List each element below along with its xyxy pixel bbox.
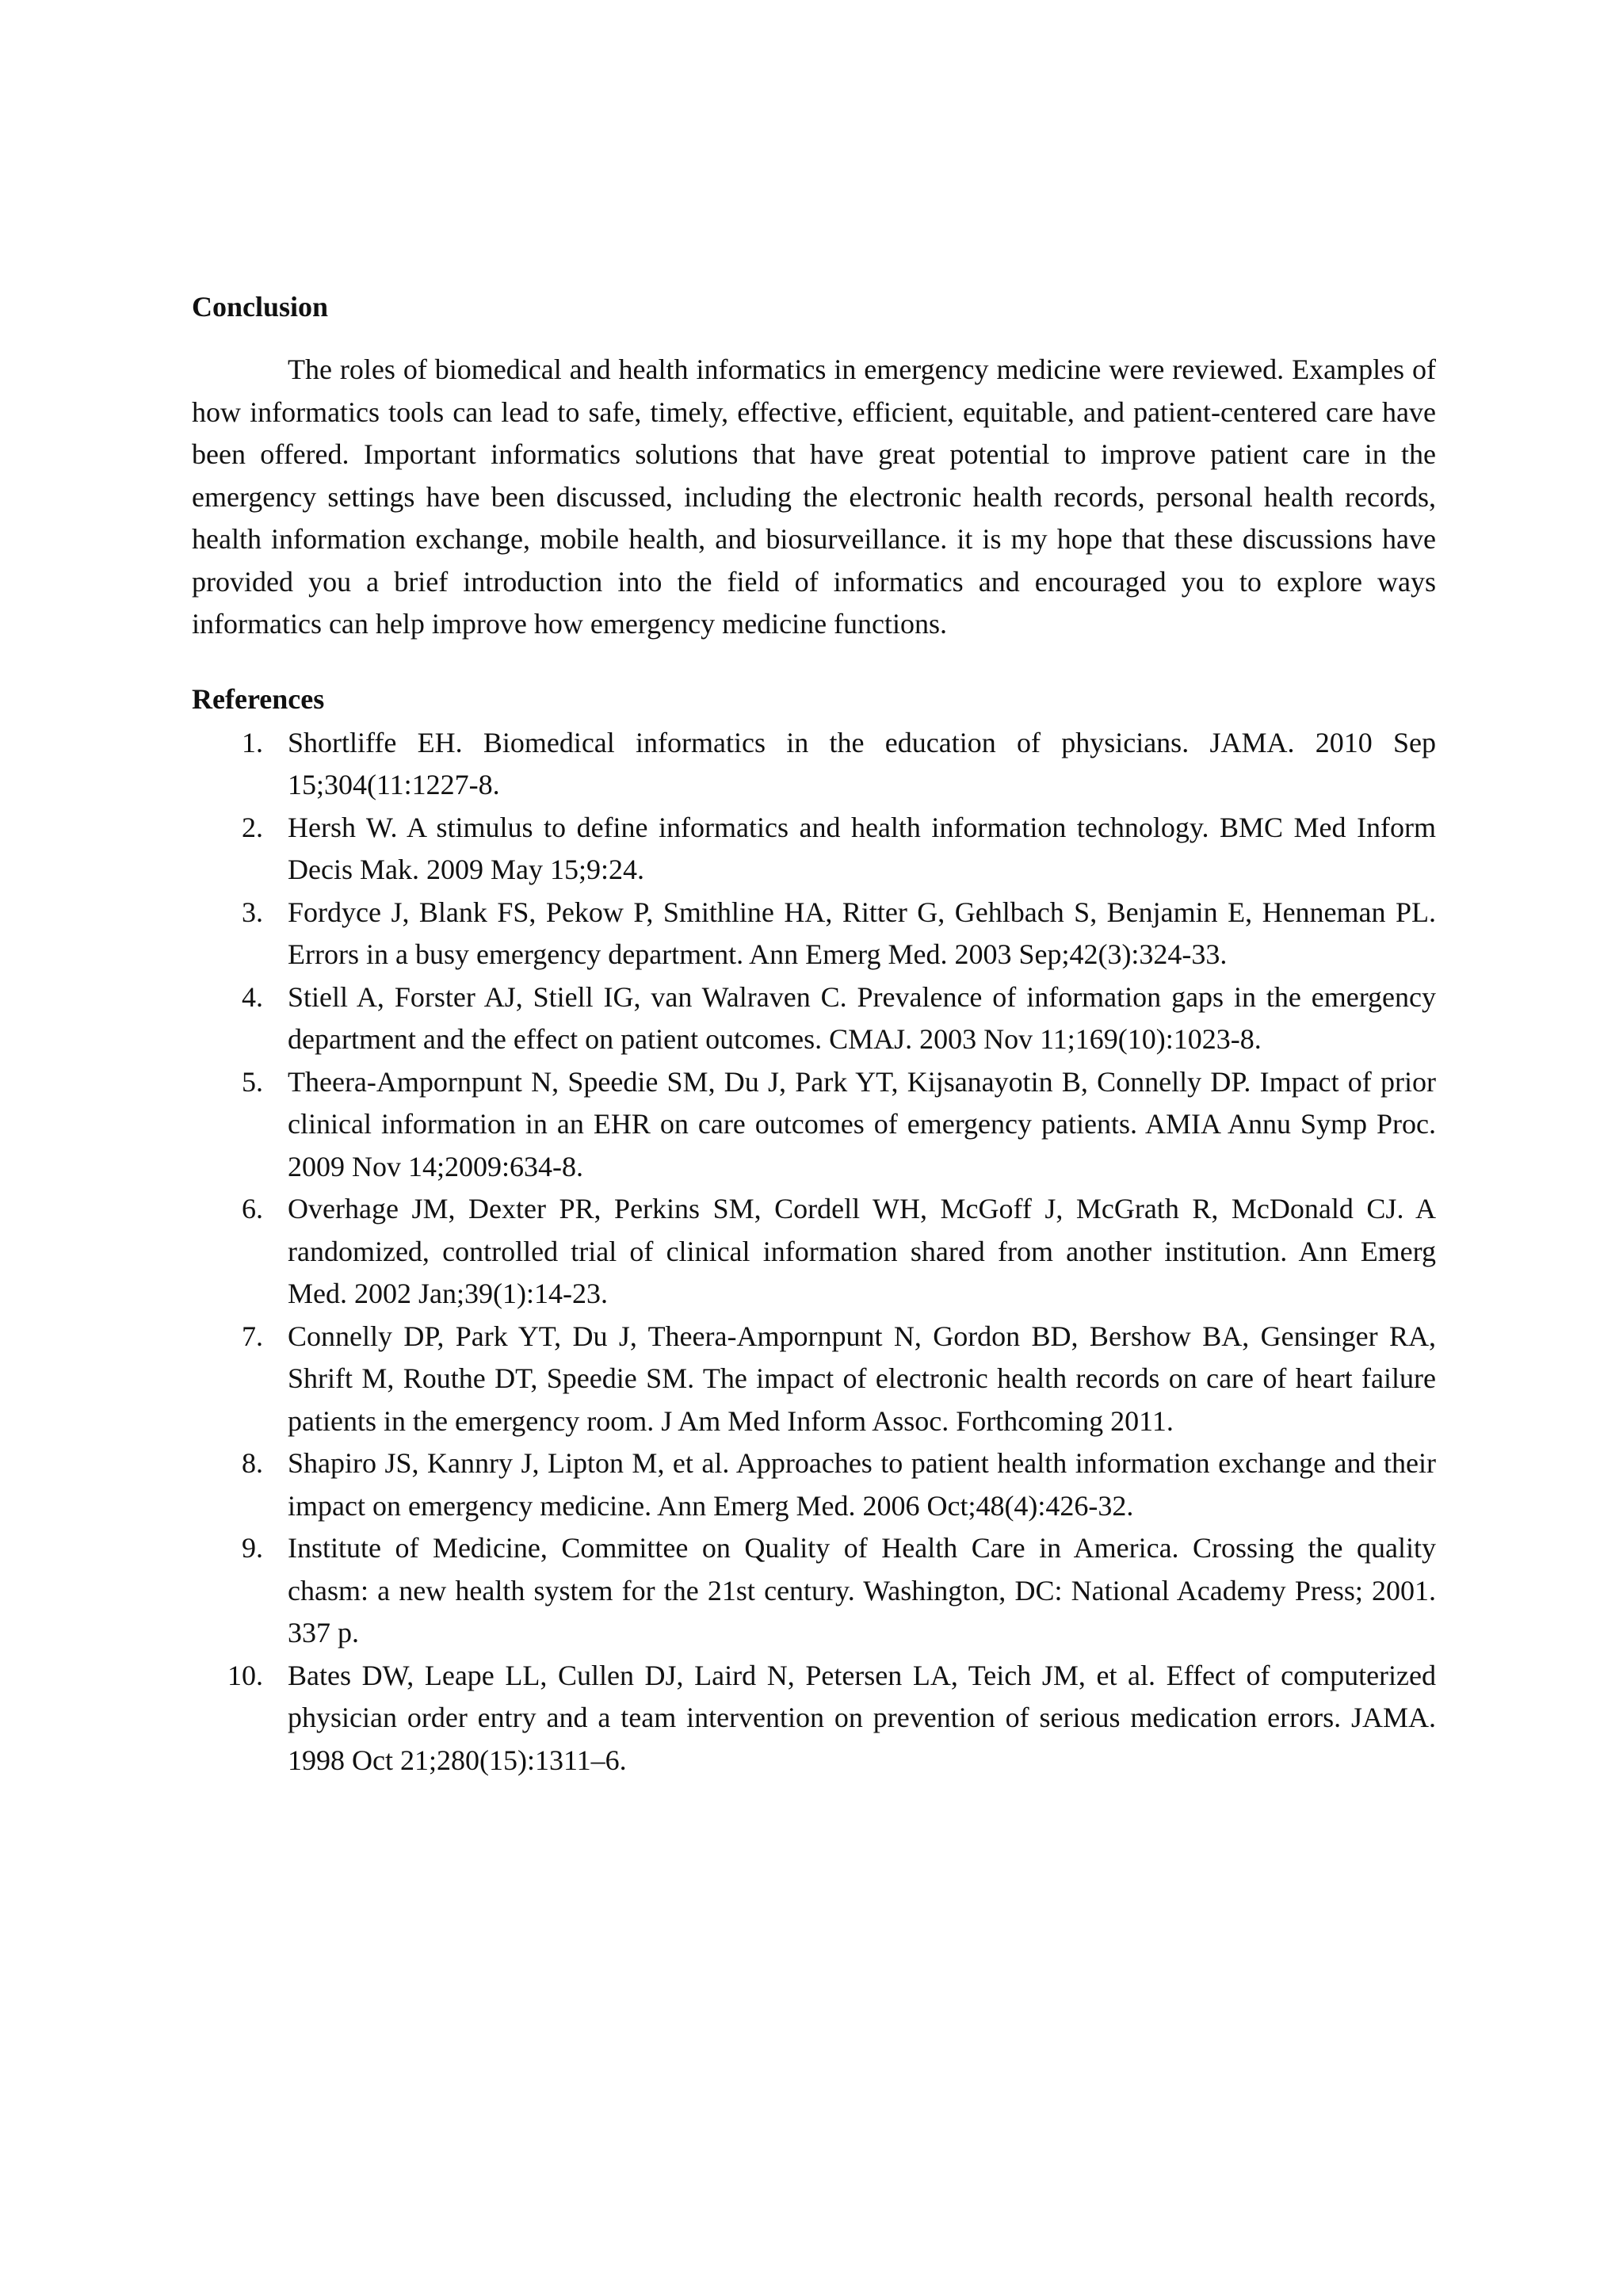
reference-number: 4.: [242, 980, 263, 1013]
reference-item: [192, 807, 1436, 892]
reference-item: [192, 1061, 1436, 1189]
reference-item: [192, 1188, 1436, 1316]
reference-number: 7.: [242, 1320, 263, 1352]
conclusion-section: [192, 285, 1436, 646]
reference-number: 1.: [242, 726, 263, 758]
reference-text: Connelly DP, Park YT, Du J, Theera-Ampornpunt N, Gordon BD, Bershow BA, Gensinger RA, Shrift M, Routhe DT, Speedie SM. The impact of electronic health records on care of heart failure patients in the emergency room. J Am Med Inform Assoc. Forthcoming 2011.: [288, 1320, 1436, 1437]
reference-number: 8.: [242, 1447, 263, 1479]
reference-item: [192, 1442, 1436, 1527]
reference-text: Institute of Medicine, Committee on Quality of Health Care in America. Crossing the quality chasm: a new health system for the 21st century. Washington, DC: National Academy Press; 2001. 337 p.: [288, 1532, 1436, 1648]
reference-number: 10.: [227, 1659, 263, 1691]
reference-text: Stiell A, Forster AJ, Stiell IG, van Walraven C. Prevalence of information gaps in the emergency department and the effect on patient outcomes. CMAJ. 2003 Nov 11;169(10):1023-8.: [288, 980, 1436, 1055]
reference-text: Fordyce J, Blank FS, Pekow P, Smithline HA, Ritter G, Gehlbach S, Benjamin E, Henneman PL. Errors in a busy emergency department. Ann Emerg Med. 2003 Sep;42(3):324-33.: [288, 896, 1436, 970]
document-page: [192, 285, 1436, 1782]
reference-number: 2.: [242, 811, 263, 843]
reference-number: 6.: [242, 1193, 263, 1224]
reference-text: Overhage JM, Dexter PR, Perkins SM, Cordell WH, McGoff J, McGrath R, McDonald CJ. A randomized, controlled trial of clinical information shared from another institution. Ann Emerg Med. 2002 Jan;39(1):14-23.: [288, 1193, 1436, 1309]
reference-text: Shortliffe EH. Biomedical informatics in the education of physicians. JAMA. 2010 Sep 15;304(11:1227-8.: [288, 726, 1436, 800]
reference-item: [192, 892, 1436, 976]
reference-text: Bates DW, Leape LL, Cullen DJ, Laird N, Petersen LA, Teich JM, et al. Effect of computerized physician order entry and a team intervention on prevention of serious medication errors. JAMA. 1998 Oct 21;280(15):1311–6.: [288, 1659, 1436, 1776]
conclusion-heading: Conclusion: [192, 291, 329, 323]
reference-item: [192, 976, 1436, 1061]
reference-text: Shapiro JS, Kannry J, Lipton M, et al. Approaches to patient health information exchange and their impact on emergency medicine. Ann Emerg Med. 2006 Oct;48(4):426-32.: [288, 1447, 1436, 1522]
reference-number: 3.: [242, 896, 263, 928]
references-section: [192, 678, 1436, 1782]
reference-text: Hersh W. A stimulus to define informatics and health information technology. BMC Med Inform Decis Mak. 2009 May 15;9:24.: [288, 811, 1436, 885]
references-list: [192, 722, 1436, 1782]
reference-number: 9.: [242, 1532, 263, 1564]
references-heading: References: [192, 682, 325, 715]
reference-item: [192, 1527, 1436, 1655]
reference-item: [192, 1655, 1436, 1782]
conclusion-paragraph: The roles of biomedical and health informatics in emergency medicine were reviewed. Examples of how informatics tools can lead to safe, timely, effective, efficient, equitable, and patient-centered care have been offered. Important informatics solutions that have great potential to improve patient care in the emergency settings have been discussed, including the electronic health records, personal health records, health information exchange, mobile health, and biosurveillance. it is my hope that these discussions have provided you a brief introduction into the field of informatics and encouraged you to explore ways informatics can help improve how emergency medicine functions.: [192, 353, 1436, 640]
reference-number: 5.: [242, 1065, 263, 1098]
reference-item: [192, 1316, 1436, 1443]
reference-text: Theera-Ampornpunt N, Speedie SM, Du J, Park YT, Kijsanayotin B, Connelly DP. Impact of prior clinical information in an EHR on care outcomes of emergency patients. AMIA Annu Symp Proc. 2009 Nov 14;2009:634-8.: [288, 1065, 1436, 1182]
reference-item: [192, 722, 1436, 807]
